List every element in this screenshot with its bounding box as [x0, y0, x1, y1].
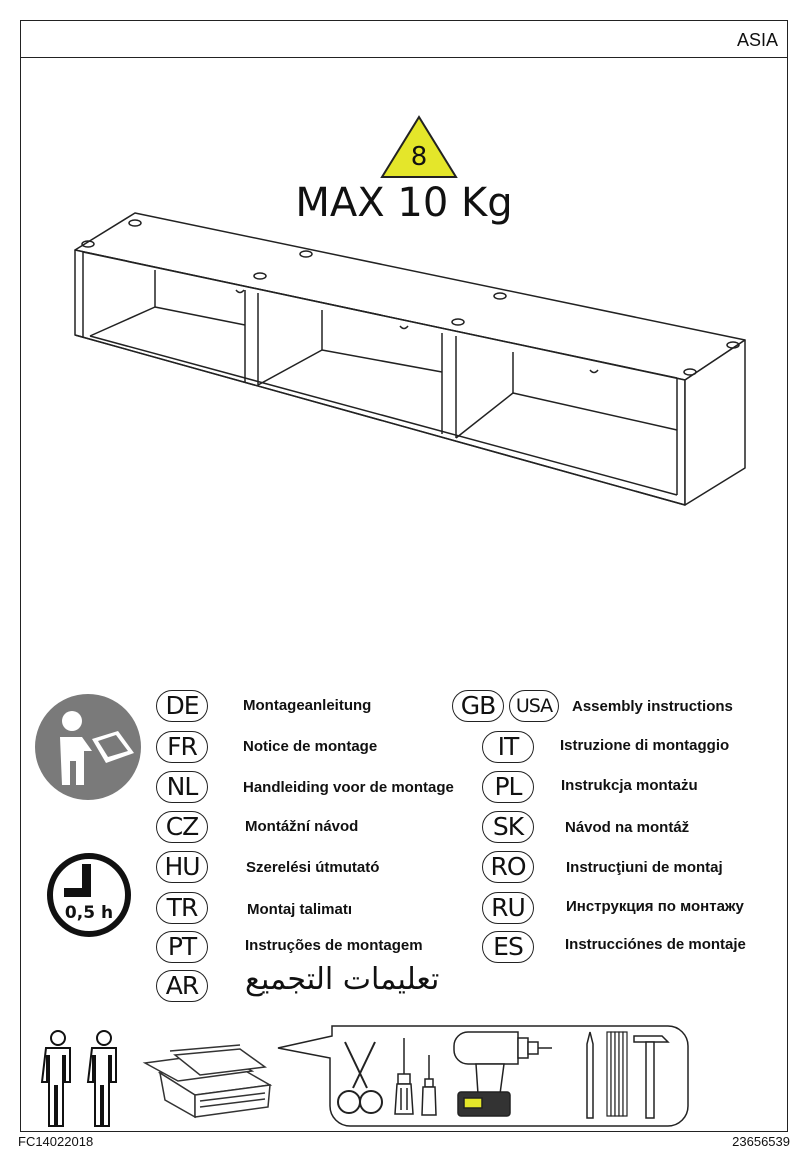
toolbox-icon [140, 1045, 280, 1120]
lang-text-pl: Instrukcja montażu [561, 777, 698, 794]
shelf-illustration [0, 0, 808, 560]
lang-text-ru: Инструкция по монтажу [566, 898, 744, 915]
lang-code-tr: TR [156, 892, 208, 924]
lang-code-gb: GB [452, 690, 504, 722]
time-label: 0,5 h [64, 903, 114, 923]
lang-text-cz: Montážní návod [245, 818, 359, 835]
lang-text-ar: تعليمات التجميع [245, 962, 440, 997]
two-persons-icon [38, 1030, 128, 1126]
pencil-icon [585, 1030, 595, 1120]
max-load-label: MAX 10 Kg [295, 180, 513, 226]
lang-code-ar: AR [156, 970, 208, 1002]
folding-rule-icon [606, 1030, 628, 1120]
lang-code-es: ES [482, 931, 534, 963]
screwdriver-large-icon [393, 1038, 415, 1118]
lang-text-es: Instrucciónes de montaje [565, 936, 746, 953]
clock-icon [46, 852, 132, 938]
scissors-icon [335, 1038, 385, 1118]
lang-code-pl: PL [482, 771, 534, 803]
lang-code-ru: RU [482, 892, 534, 924]
lang-code-ro: RO [482, 851, 534, 883]
footer-right-code: 23656539 [732, 1134, 790, 1149]
lang-text-de: Montageanleitung [243, 697, 372, 714]
lang-code-fr: FR [156, 731, 208, 763]
cordless-drill-icon [450, 1028, 554, 1120]
lang-text-ro: Instrucţiuni de montaj [566, 859, 723, 876]
lang-code-hu: HU [156, 851, 208, 883]
lang-text-fr: Notice de montage [243, 738, 378, 755]
read-instructions-icon [34, 693, 142, 801]
lang-text-pt: Instruções de montagem [245, 937, 423, 954]
lang-code-sk: SK [482, 811, 534, 843]
footer-left-code: FC14022018 [18, 1134, 94, 1149]
lang-text-gb: Assembly instructions [572, 698, 733, 715]
model-name: ASIA [736, 30, 778, 50]
screwdriver-small-icon [420, 1055, 438, 1119]
lang-code-de: DE [156, 690, 208, 722]
lang-text-hu: Szerelési útmutató [246, 859, 380, 876]
lang-code-it: IT [482, 731, 534, 763]
lang-code-cz: CZ [156, 811, 208, 843]
lang-text-nl: Handleiding voor de montage [243, 779, 454, 796]
lang-code-usa: USA [509, 690, 559, 722]
warning-level: 8 [410, 142, 428, 172]
lang-text-sk: Návod na montáž [565, 819, 690, 836]
lang-code-pt: PT [156, 931, 208, 963]
hammer-icon [632, 1030, 672, 1120]
lang-text-tr: Montaj talimatı [247, 901, 353, 918]
lang-text-it: Istruzione di montaggio [560, 737, 730, 754]
lang-code-nl: NL [156, 771, 208, 803]
